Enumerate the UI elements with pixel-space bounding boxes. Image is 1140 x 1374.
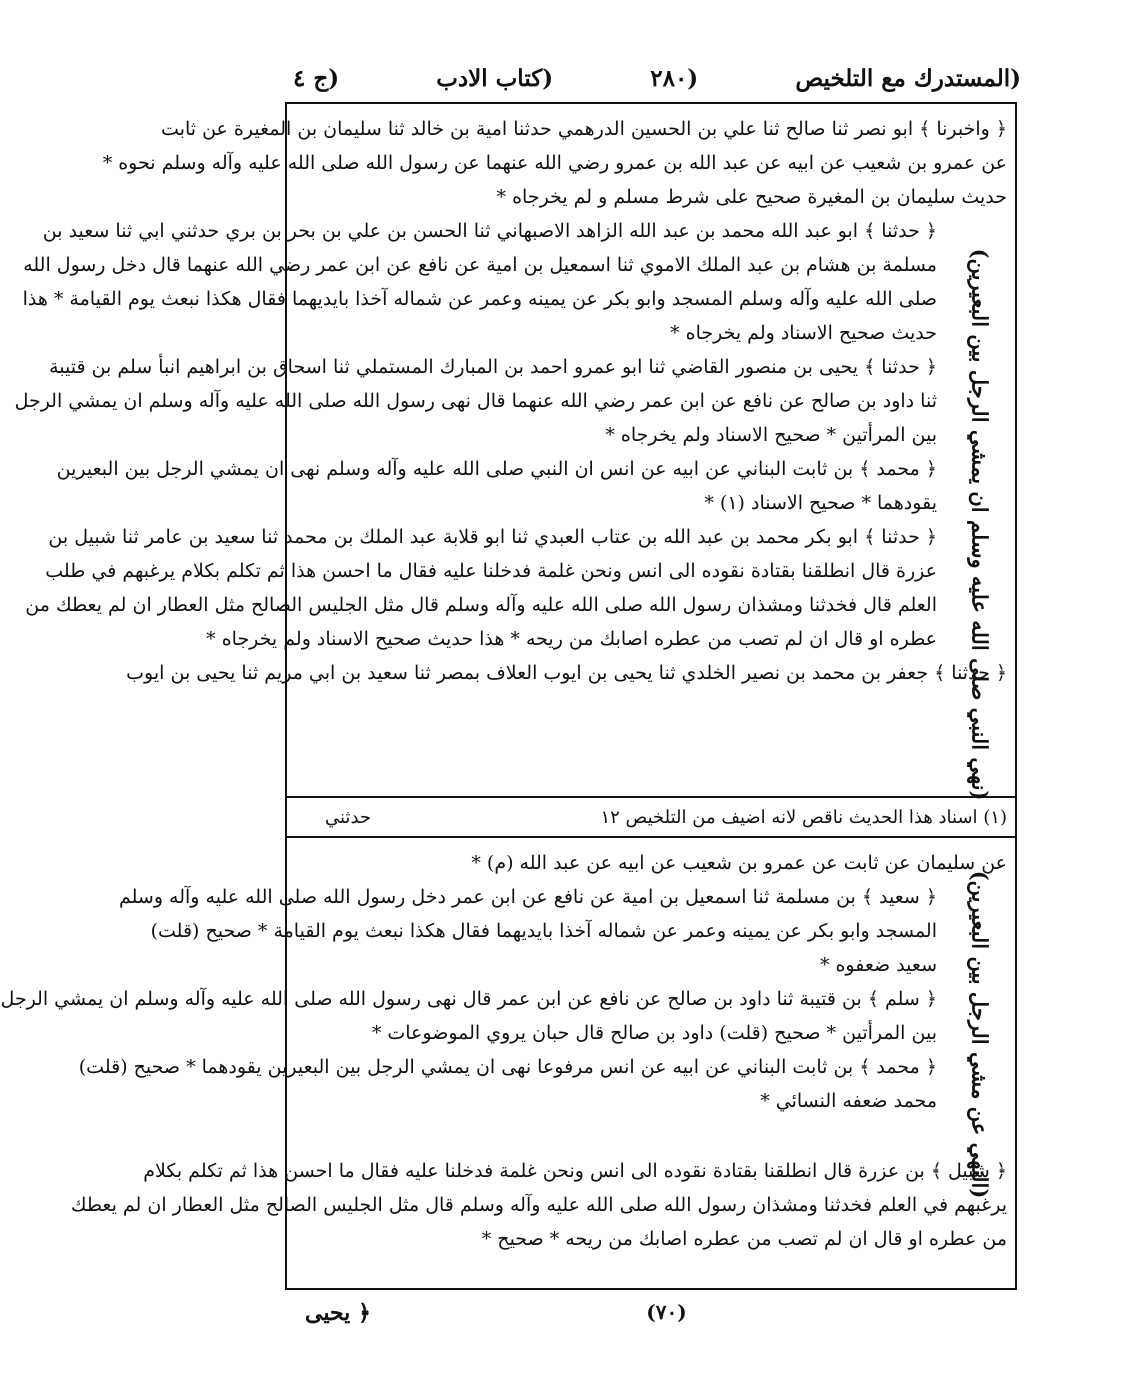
text-line: ﴿ حدثنا ﴾ ابو بكر محمد بن عبد الله بن عتاب العبدي ثنا ابو قلابة عبد الملك بن محمد ثنا سعيد بن عامر ثنا شبيل بن [48, 526, 937, 548]
text-line: ﴿ حدثنا ﴾ جعفر بن محمد بن نصير الخلدي ثنا يحيى بن ايوب العلاف بمصر ثنا سعيد بن ابي مريم ثنا يحيى بن ايوب [126, 662, 1007, 684]
main-text-section [14, 104, 1015, 794]
footnote [287, 796, 1015, 838]
chapter-title: (كتاب الادب [436, 64, 554, 92]
text-line: حديث صحيح الاسناد ولم يخرجاه * [670, 322, 937, 344]
text-line: ﴿ محمد ﴾ بن ثابت البناني عن ابيه عن انس مرفوعا نهى ان يمشي الرجل بين البعيرين يقودهما * صحيح (قلت) [78, 1056, 937, 1078]
text-line: بين المرأتين * صحيح (قلت) داود بن صالح قال حبان يروي الموضوعات * [371, 1022, 937, 1044]
text-line: مسلمة بن هشام بن عبد الملك الاموي ثنا اسمعيل بن امية عن نافع عن ابن عمر رضي الله عنهما قال دخل رسول الله [23, 254, 937, 276]
talkhis-paragraph [118, 880, 937, 982]
talkhis-section [0, 840, 1015, 1288]
text-line: حديث سليمان بن المغيرة صحيح على شرط مسلم و لم يخرجاه * [496, 186, 1007, 208]
text-line: عن عمرو بن شعيب عن ابيه عن عبد الله بن عمرو رضي الله عنهما عن رسول الله صلى الله عليه وآله وسلم نحوه * [102, 152, 1007, 174]
hadith-paragraph [102, 112, 1007, 214]
text-line: عزرة قال انطلقنا بقتادة نقوده الى انس ونحن غلمة فدخلنا عليه فقال ما احسن هذا ثم تكلم بكلام يرغبهم في طلب [45, 560, 937, 582]
text-line: بين المرأتين * صحيح الاسناد ولم يخرجاه * [605, 424, 937, 446]
hadith-paragraph [14, 350, 937, 452]
text-line: سعيد ضعفوه * [819, 954, 937, 976]
page-number-top: (٢٨٠ [650, 64, 699, 92]
text-line: ﴿ حدثنا ﴾ يحيى بن منصور القاضي ثنا ابو عمرو احمد بن المبارك المستملي ثنا اسحاق بن ابراهيم انبأ سلم بن قتيبة [49, 356, 937, 378]
margin-title-lower [945, 844, 1015, 1224]
catchword: ﴿ يحيى [305, 1300, 371, 1326]
hadith-paragraph [126, 656, 1007, 690]
text-line: ﴿ سلم ﴾ بن قتيبة ثنا داود بن صالح عن نافع عن ابن عمر قال نهى رسول الله صلى الله عليه وآله وسلم ان يمشي الرجل [0, 988, 937, 1010]
text-line: عن سليمان عن ثابت عن عمرو بن شعيب عن ابيه عن عبد الله (م) * [471, 852, 1007, 874]
text-line: ﴿ حدثنا ﴾ ابو عبد الله محمد بن عبد الله الزاهد الاصبهاني ثنا الحسن بن علي بن بحر بن بري حدثني ابي ثنا سعيد بن [42, 220, 937, 242]
book-title: (المستدرك مع التلخيص [795, 64, 1021, 92]
text-frame [0, 102, 1017, 1290]
text-line: عطره او قال ان لم تصب من عطره اصابك من ريحه * هذا حديث صحيح الاسناد ولم يخرجاه * [206, 628, 937, 650]
text-line: العلم قال فخدثنا ومشذان رسول الله صلى الله عليه وآله وسلم قال مثل الجليس الصالح مثل العطار ان لم يعطك من [25, 594, 937, 616]
margin-title-text: (نهي النبي صلى الله عليه وسلم ان يمشي الرجل بين البعيرين) [967, 248, 993, 800]
text-line: من عطره او قال ان لم تصب من عطره اصابك من ريحه * صحيح * [481, 1228, 1007, 1250]
talkhis-paragraph [295, 846, 1007, 880]
footnote-text: (١) اسناد هذا الحديث ناقص لانه اضيف من التلخيص ١٢ [600, 806, 1007, 828]
talkhis-paragraph [0, 982, 937, 1050]
volume-number: (ج ٤ [293, 64, 340, 92]
text-line: ﴿ سعيد ﴾ بن مسلمة ثنا اسمعيل بن امية عن نافع عن ابن عمر دخل رسول الله صلى الله عليه وآله وسلم [118, 886, 937, 908]
hadith-paragraph [25, 520, 937, 656]
talkhis-paragraph [70, 1154, 1007, 1256]
running-header [293, 58, 1021, 98]
text-line: صلى الله عليه وآله وسلم المسجد وابو بكر عن يمينه وعمر عن شماله آخذا بايديهما فقال هكذا نبعث يوم القيامة * هذا [22, 288, 937, 310]
hadith-paragraph [22, 214, 937, 350]
text-line: محمد ضعفه النسائي * [760, 1090, 937, 1112]
text-line: يرغبهم في العلم فخدثنا ومشذان رسول الله صلى الله عليه وآله وسلم قال مثل الجليس الصالح مثل العطار ان لم يعطك [70, 1194, 1007, 1216]
margin-title-upper [945, 224, 1015, 824]
page-number-bottom: (٧٠) [646, 1300, 687, 1324]
text-line: ﴿ محمد ﴾ بن ثابت البناني عن ابيه عن انس ان النبي صلى الله عليه وآله وسلم نهى ان يمشي الرجل بين البعيرين [56, 458, 937, 480]
text-line: المسجد وابو بكر عن يمينه وعمر عن شماله آخذا بايديهما فقال هكذا نبعث يوم القيامة * صحيح (قلت) [150, 920, 937, 942]
hadith-paragraph [56, 452, 937, 520]
text-line: يقودهما * صحيح الاسناد (١) * [704, 492, 937, 514]
margin-title-text: (النهي عن مشي الرجل بين البعيرين) [967, 870, 993, 1198]
text-line: ﴿ شبيل ﴾ بن عزرة قال انطلقنا بقتادة نقوده الى انس ونحن غلمة فدخلنا عليه فقال ما احسن هذا ثم تكلم بكلام [143, 1160, 1007, 1182]
text-line: ثنا داود بن صالح عن نافع عن ابن عمر رضي الله عنهما قال نهى رسول الله صلى الله عليه وآله وسلم ان يمشي الرجل [14, 390, 937, 412]
footnote-side-note: حدثني [325, 806, 372, 828]
text-line: ﴿ واخبرنا ﴾ ابو نصر ثنا صالح ثنا علي بن الحسين الدرهمي حدثنا امية بن خالد ثنا سليمان بن المغيرة عن ثابت [161, 118, 1007, 140]
talkhis-paragraph [78, 1050, 937, 1118]
